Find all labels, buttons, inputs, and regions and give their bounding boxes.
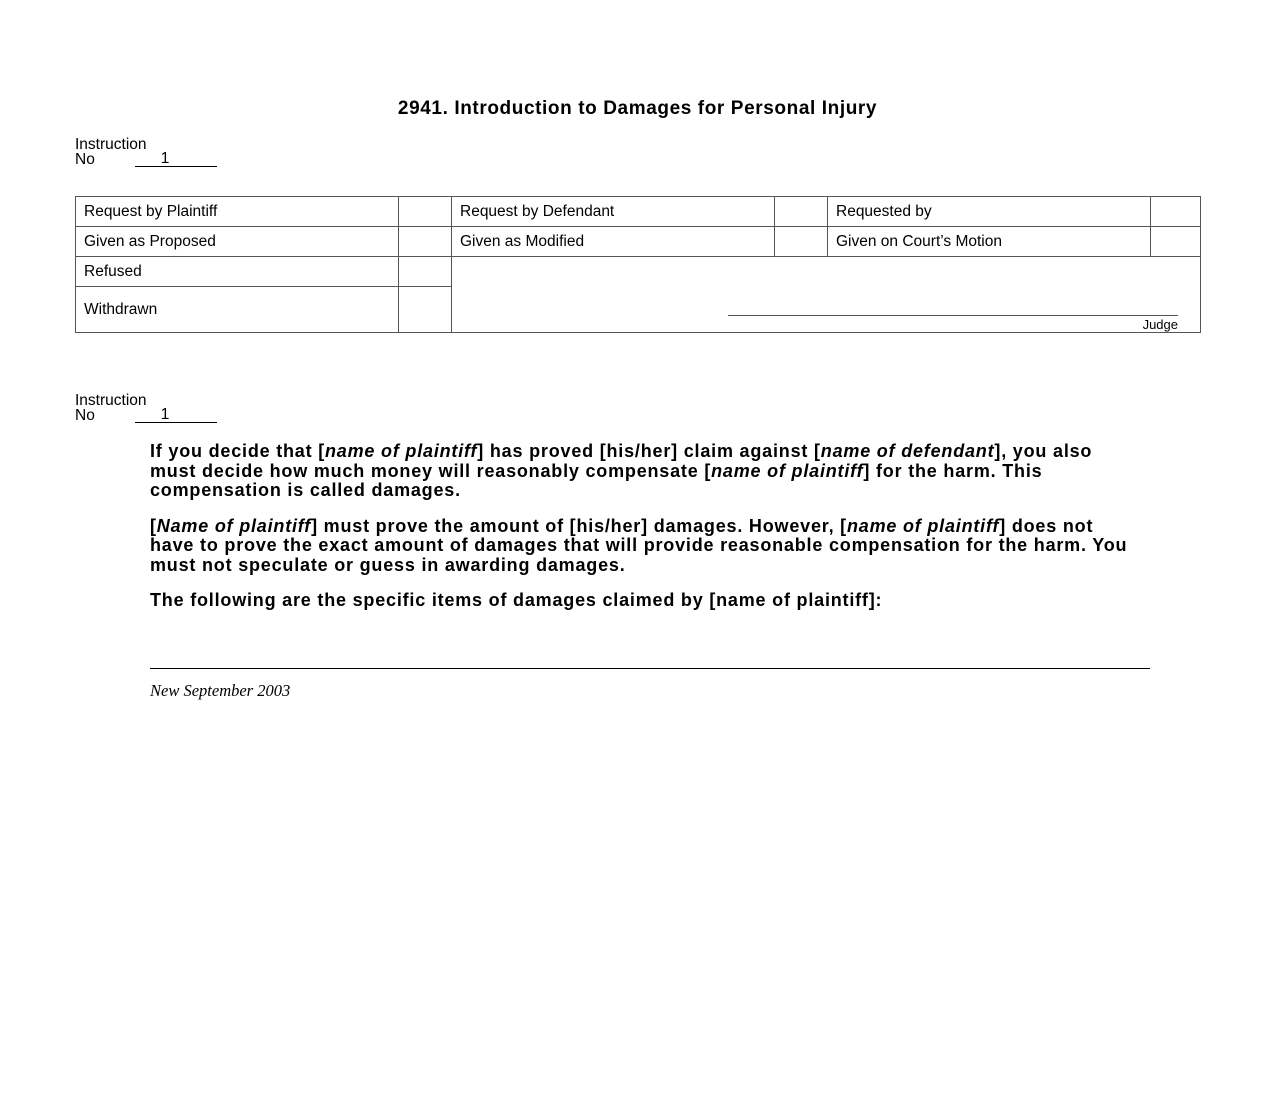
withdrawn-box[interactable]	[399, 287, 452, 333]
given-as-modified-label: Given as Modified	[452, 227, 775, 257]
request-by-plaintiff-box[interactable]	[399, 197, 452, 227]
judge-label: Judge	[1142, 317, 1178, 332]
body-text-span: If you decide that [	[150, 441, 326, 461]
given-on-courts-motion-label: Given on Court’s Motion	[828, 227, 1151, 257]
footer-divider	[150, 668, 1150, 669]
requested-by-label: Requested by	[828, 197, 1151, 227]
instruction-no-value[interactable]: 1	[135, 408, 217, 423]
body-text-span: [	[150, 515, 157, 536]
given-as-proposed-label: Given as Proposed	[76, 227, 399, 257]
placeholder-name-of-plaintiff: name of plaintiff	[325, 441, 478, 461]
placeholder-name-of-plaintiff: name of plaintiff	[846, 515, 1000, 536]
body-text-span: ] must prove the amount of [his/her] damages. However, [	[311, 515, 847, 536]
body-text-span: ] has proved [his/her] claim against [	[477, 441, 821, 461]
instruction-no-value[interactable]: 1	[135, 152, 217, 167]
instruction-label: Instruction	[75, 136, 147, 153]
body-paragraph-2	[150, 517, 1140, 576]
judge-signature-area	[452, 257, 1201, 333]
request-by-defendant-box[interactable]	[775, 197, 828, 227]
request-by-defendant-label: Request by Defendant	[452, 197, 775, 227]
request-by-plaintiff-label: Request by Plaintiff	[76, 197, 399, 227]
placeholder-name-of-plaintiff: name of plaintiff	[711, 460, 864, 481]
body-paragraph-3: The following are the specific items of damages claimed by [name of plaintiff]:	[150, 590, 883, 610]
request-status-table	[75, 196, 1201, 333]
page-title: 2941. Introduction to Damages for Personal Injury	[397, 98, 878, 119]
body-text-span: ] for the harm. This compensation is called damages.	[150, 460, 1043, 500]
instruction-body	[150, 442, 1140, 627]
refused-box[interactable]	[399, 257, 452, 287]
instruction-number-block	[75, 137, 217, 167]
revision-note: New September 2003	[150, 681, 291, 700]
body-text-span: ], you also must decide how much money will reasonably compensate [	[150, 441, 1093, 481]
placeholder-name-of-plaintiff: Name of plaintiff	[156, 515, 312, 536]
requested-by-box[interactable]	[1151, 197, 1201, 227]
body-paragraph-1	[150, 442, 1140, 501]
given-on-courts-motion-box[interactable]	[1151, 227, 1201, 257]
instruction-number-block-2	[75, 393, 217, 423]
instruction-label: Instruction	[75, 392, 147, 409]
withdrawn-label: Withdrawn	[76, 287, 399, 333]
given-as-proposed-box[interactable]	[399, 227, 452, 257]
given-as-modified-box[interactable]	[775, 227, 828, 257]
refused-label: Refused	[76, 257, 399, 287]
judge-signature-line[interactable]	[728, 315, 1178, 316]
instruction-no-label: No	[75, 407, 95, 424]
body-text-span: ] does not have to prove the exact amount of damages that will provide reasonable compensation for the harm. You must not speculate or guess in awarding damages.	[150, 515, 1128, 575]
instruction-no-label: No	[75, 151, 95, 168]
placeholder-name-of-defendant: name of defendant	[820, 441, 995, 461]
